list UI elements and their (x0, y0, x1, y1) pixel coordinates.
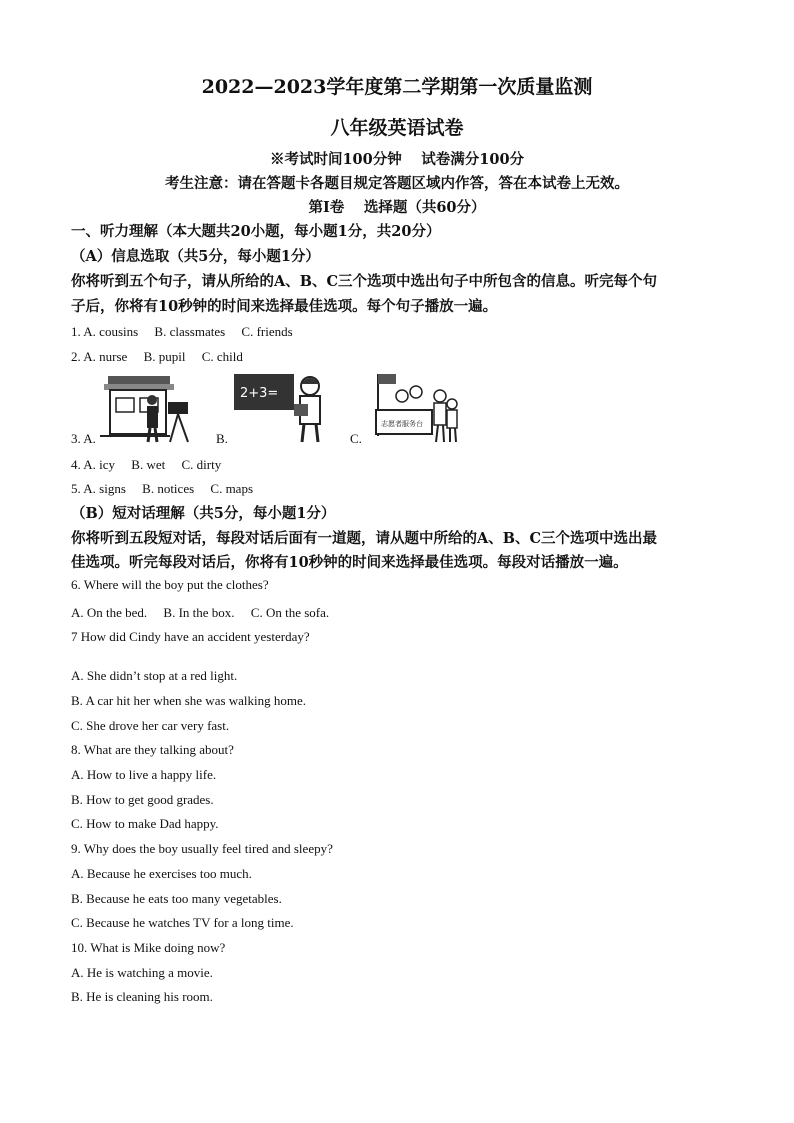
question-9-option-b: B. Because he eats too many vegetables. (71, 891, 282, 906)
question-10-option-b: B. He is cleaning his room. (71, 989, 213, 1004)
question-9-option-a: A. Because he exercises too much. (71, 866, 252, 881)
part-b-heading: （B）短对话理解（共5分，每小题1分） (71, 505, 336, 522)
volume-heading: 第Ⅰ卷 选择题（共60分） (308, 199, 486, 216)
question-7-option-a: A. She didn’t stop at a red light. (71, 668, 238, 683)
volunteer-sign-text: 志愿者服务台 (381, 420, 423, 428)
exam-time-info: ※考试时间100分钟 试卷满分100分 (269, 151, 525, 168)
part-a-instruction-2: 子后，你将有10秒钟的时间来选择最佳选项。每个句子播放一遍。 (71, 298, 498, 315)
part-b-instruction-1: 你将听到五段短对话，每段对话后面有一道题，请从题中所给的A、B、C三个选项中选出最 (71, 530, 658, 547)
question-10-option-a: A. He is watching a movie. (71, 965, 213, 980)
question-8-option-b: B. How to get good grades. (71, 792, 214, 807)
part-a-instruction-1: 你将听到五个句子，请从所给的A、B、C三个选项中选出句子中所包含的信息。听完每个句 (71, 273, 658, 290)
question-5: 5. A. signs B. notices C. maps (71, 481, 254, 496)
exam-notice: 考生注意：请在答题卡各题目规定答题区域内作答，答在本试卷上无效。 (165, 175, 629, 192)
question-9-option-c: C. Because he watches TV for a long time. (71, 915, 294, 930)
question-7-option-b: B. A car hit her when she was walking home. (71, 693, 307, 708)
question-2: 2. A. nurse B. pupil C. child (71, 349, 243, 364)
question-8: 8. What are they talking about? (71, 742, 234, 757)
option-b-picture-teacher (232, 370, 332, 446)
question-7-option-c: C. She drove her car very fast. (71, 718, 230, 733)
question-3-option-b-label: B. (216, 431, 228, 446)
part-a-heading: （A）信息选取（共5分，每小题1分） (71, 248, 320, 265)
section-heading-listening: 一、听力理解（本大题共20小题，每小题1分，共20分） (71, 223, 441, 240)
question-7: 7 How did Cindy have an accident yesterday? (71, 629, 310, 644)
question-4: 4. A. icy B. wet C. dirty (71, 457, 222, 472)
option-c-picture-volunteer-desk (372, 370, 462, 446)
question-3-option-c-label: C. (350, 431, 362, 446)
question-6: 6. Where will the boy put the clothes? (71, 577, 269, 592)
question-8-option-a: A. How to live a happy life. (71, 767, 217, 782)
question-3-option-a-label: 3. A. (71, 431, 96, 446)
option-a-picture-reporter (100, 370, 200, 446)
question-10: 10. What is Mike doing now? (71, 940, 226, 955)
question-6-options: A. On the bed. B. In the box. C. On the sofa. (71, 605, 330, 620)
exam-subtitle: 八年级英语试卷 (330, 117, 464, 139)
question-1: 1. A. cousins B. classmates C. friends (71, 324, 293, 339)
svg-text:2+3=: 2+3= (240, 386, 279, 401)
question-8-option-c: C. How to make Dad happy. (71, 816, 219, 831)
part-b-instruction-2: 佳选项。听完每段对话后，你将有10秒钟的时间来选择最佳选项。每段对话播放一遍。 (71, 554, 628, 571)
question-9: 9. Why does the boy usually feel tired and sleepy? (71, 841, 333, 856)
exam-title: 2022—2023学年度第二学期第一次质量监测 (201, 76, 593, 98)
